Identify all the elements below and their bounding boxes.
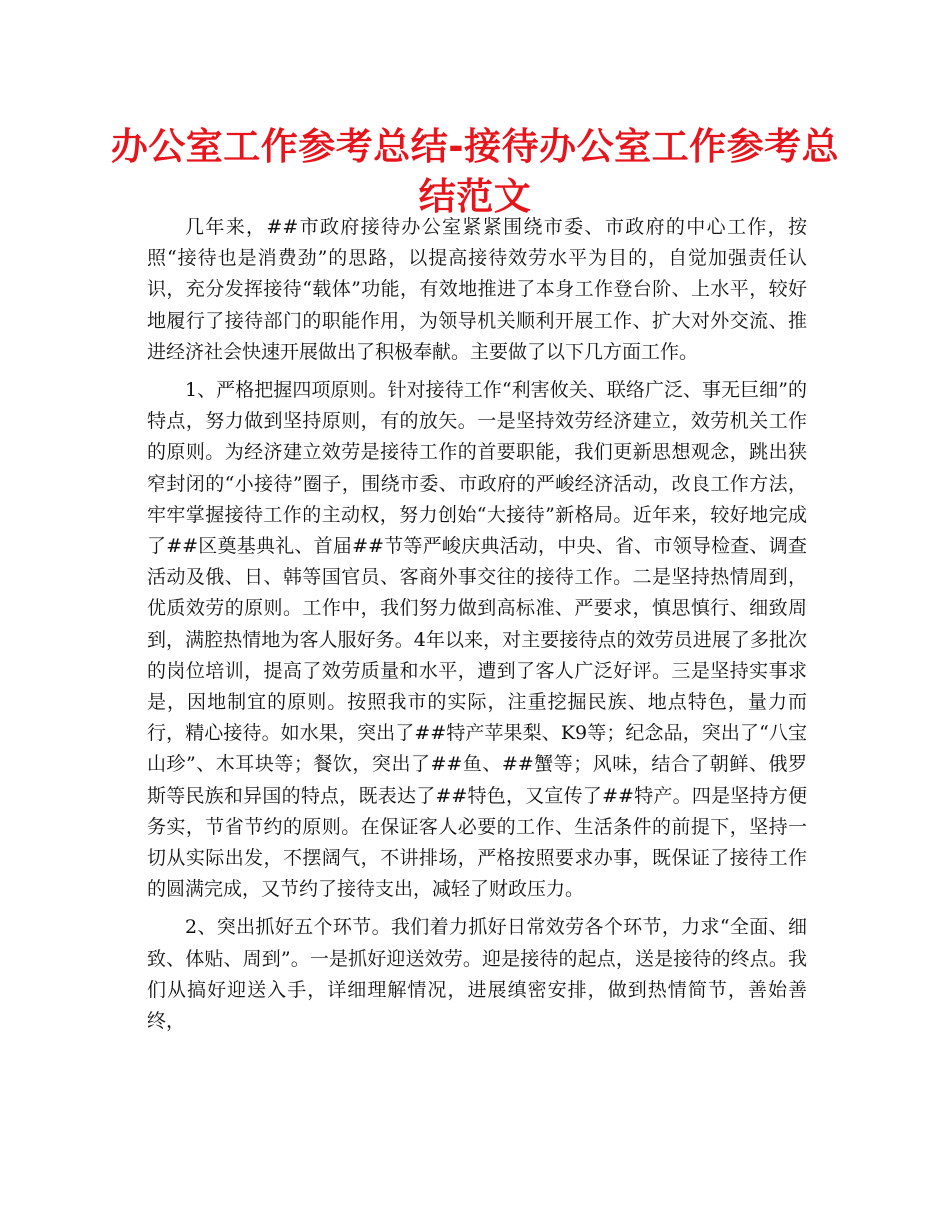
paragraph-section-1: 1、严格把握四项原则。针对接待工作“利害攸关、联络广泛、事无巨细”的特点，努力做到坚持原则，有的放矢。一是坚持效劳经济建立，效劳机关工作的原则。为经济建立效劳是接待工作的首要职能，我们更新思想观念，跳出狭窄封闭的“小接待”圈子，围绕市委、市政府的严峻经济活动，改良工作方法，牢牢掌握接待工作的主动权，努力创始“大接待”新格局。近年来，较好地完成了##区奠基典礼、首届##节等严峻庆典活动，中央、省、市领导检查、调查活动及俄、日、韩等国官员、客商外事交往的接待工作。二是坚持热情周到，优质效劳的原则。工作中，我们努力做到高标准、严要求，慎思慎行、细致周到，满腔热情地为客人服好务。4年以来，对主要接待点的效劳员进展了多批次的岗位培训，提高了效劳质量和水平，遭到了客人广泛好评。三是坚持实事求是，因地制宜的原则。按照我市的实际，注重挖掘民族、地点特色，量力而行，精心接待。如水果，突出了##特产苹果梨、K9等；纪念品，突出了“八宝山珍”、木耳块等；餐饮，突出了##鱼、##蟹等；风味，结合了朝鲜、俄罗斯等民族和异国的特点，既表达了##特色，又宣传了##特产。四是坚持方便务实，节省节约的原则。在保证客人必要的工作、生活条件的前提下，坚持一切从实际出发，不摆阔气，不讲排场，严格按照要求办事，既保证了接待工作的圆满完成，又节约了接待支出，减轻了财政压力。: [147, 379, 807, 901]
document-title: 办公室工作参考总结-接待办公室工作参考总结范文: [110, 125, 840, 218]
document-body: [147, 212, 807, 1037]
paragraph-section-2: 2、突出抓好五个环节。我们着力抓好日常效劳各个环节，力求“全面、细致、体贴、周到”。一是抓好迎送效劳。迎是接待的起点，送是接待的终点。我们从搞好迎送入手，详细理解情况，进展缜密安排，做到热情简节，善始善终，: [147, 916, 807, 1033]
paragraph-intro: 几年来，##市政府接待办公室紧紧围绕市委、市政府的中心工作，按照“接待也是消费劲”的思路，以提高接待效劳水平为目的，自觉加强责任认识，充分发挥接待“载体”功能，有效地推进了本身工作登台阶、上水平，较好地履行了接待部门的职能作用，为领导机关顺利开展工作、扩大对外交流、推进经济社会快速开展做出了积极奉献。主要做了以下几方面工作。: [147, 216, 807, 363]
